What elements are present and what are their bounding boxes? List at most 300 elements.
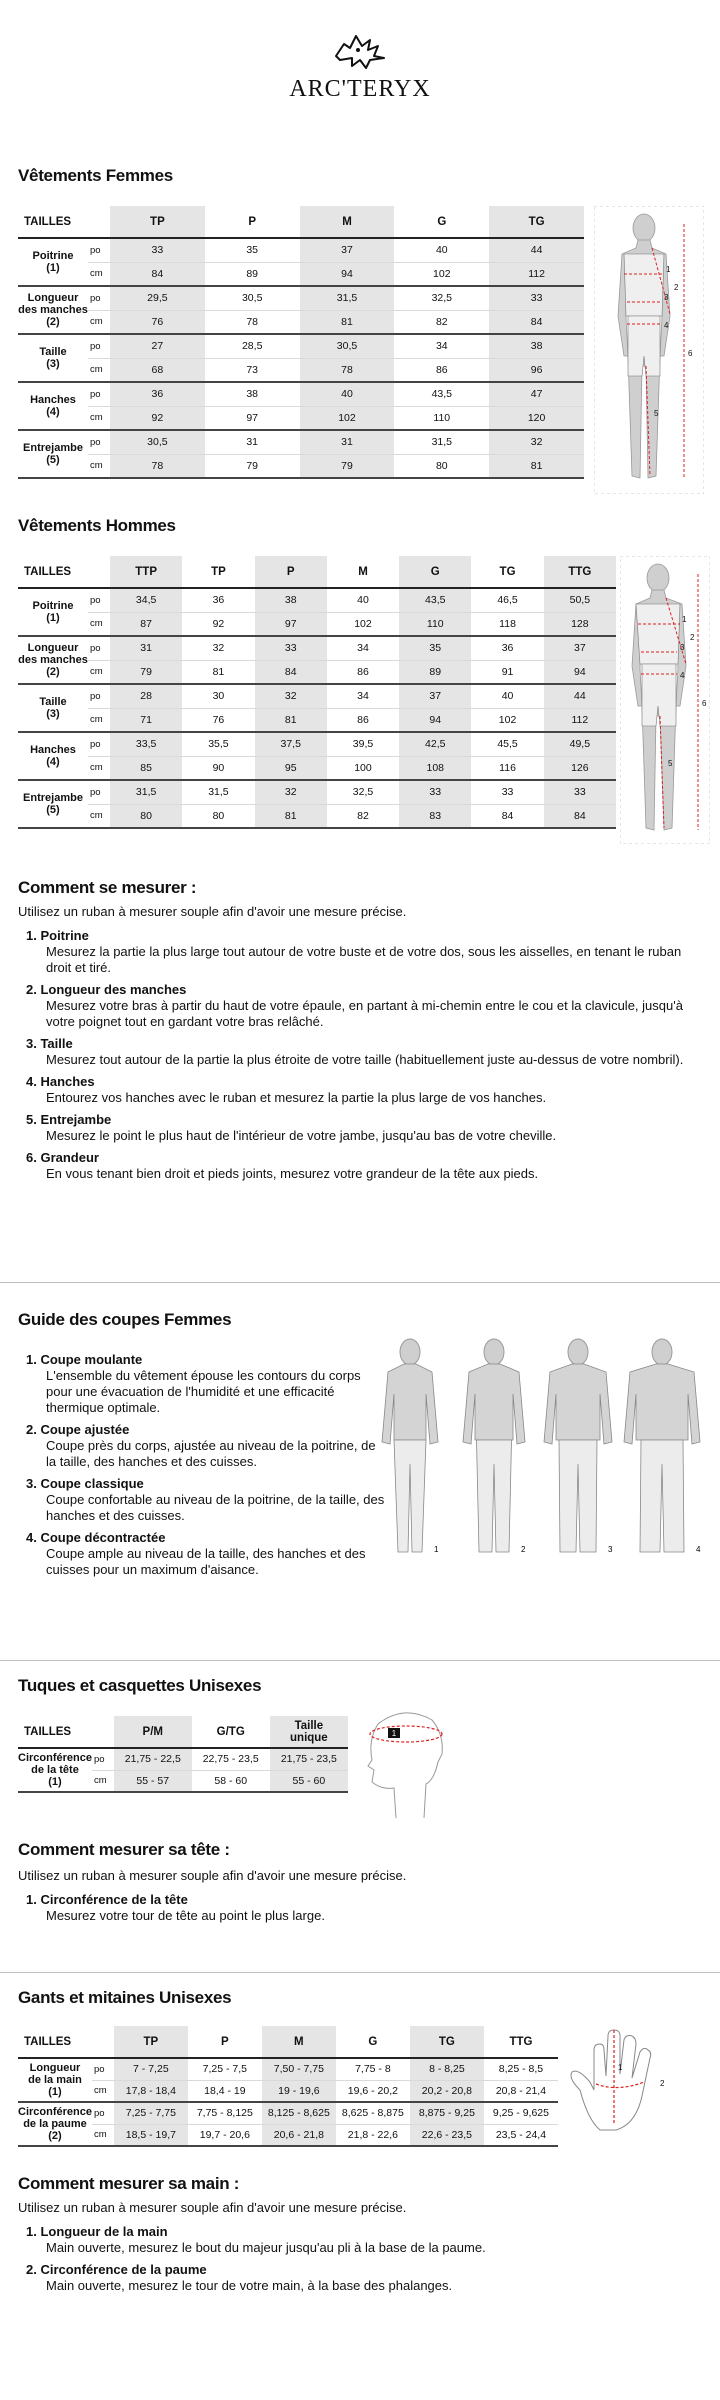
instruction-item [18, 1422, 388, 1470]
measurement-label: Circonférence de la paume (2) [18, 2102, 92, 2146]
size-value-cell: 37 [399, 684, 471, 708]
fit-figure-number: 1 [434, 1545, 439, 1554]
instruction-item-title: 2. Circonférence de la paume [26, 2262, 207, 2277]
instruction-item-title: 4. Coupe décontractée [26, 1530, 166, 1545]
instruction-item-title: 1. Poitrine [26, 928, 89, 943]
size-value-cell: 8,25 - 8,5 [484, 2058, 558, 2080]
table-row [18, 612, 616, 636]
measurement-label: Entrejambe (5) [18, 780, 88, 828]
unit-label: po [92, 2058, 114, 2080]
size-value-cell: 45,5 [471, 732, 543, 756]
size-value-cell: 80 [110, 804, 182, 828]
table-row [18, 358, 584, 382]
size-value-cell: 20,6 - 21,8 [262, 2124, 336, 2146]
size-value-cell: 38 [205, 382, 300, 406]
size-value-cell: 34 [327, 636, 399, 660]
hand-measure-instructions [18, 2200, 698, 2300]
instruction-item [18, 1892, 698, 1924]
size-value-cell: 19 - 19,6 [262, 2080, 336, 2102]
unit-label: cm [88, 406, 110, 430]
size-value-cell: 126 [544, 756, 616, 780]
measurement-label: Taille (3) [18, 334, 88, 382]
table-row [18, 1748, 348, 1770]
table-row [18, 334, 584, 358]
size-value-cell: 78 [110, 454, 205, 478]
size-value-cell: 7,25 - 7,75 [114, 2102, 188, 2124]
size-value-cell: 112 [544, 708, 616, 732]
size-value-cell: 92 [110, 406, 205, 430]
unit-label: po [88, 732, 110, 756]
unit-label: po [88, 382, 110, 406]
size-value-cell: 44 [489, 238, 584, 262]
unit-label: cm [88, 708, 110, 732]
size-value-cell: 86 [327, 660, 399, 684]
size-value-cell: 40 [327, 588, 399, 612]
instruction-item [18, 1112, 698, 1144]
diagram-number: 1 [391, 1729, 397, 1738]
size-value-cell: 30,5 [205, 286, 300, 310]
instruction-item-description: Coupe près du corps, ajustée au niveau de la poitrine, de la taille, des hanches et des cuisses. [46, 1438, 376, 1469]
size-column-header: G/TG [192, 1716, 270, 1748]
measurement-label: Longueur des manches (2) [18, 636, 88, 684]
measure-title: Comment se mesurer : [18, 878, 197, 897]
size-value-cell: 110 [399, 612, 471, 636]
size-value-cell: 102 [471, 708, 543, 732]
size-value-cell: 96 [489, 358, 584, 382]
size-value-cell: 33 [471, 780, 543, 804]
diagram-number: 5 [668, 759, 673, 768]
size-value-cell: 28,5 [205, 334, 300, 358]
size-column-header: TG [489, 206, 584, 238]
diagram-number: 5 [654, 409, 659, 418]
size-column-header: TP [182, 556, 254, 588]
diagram-number: 6 [702, 699, 707, 708]
size-value-cell: 94 [399, 708, 471, 732]
size-value-cell: 34,5 [110, 588, 182, 612]
table-row [18, 286, 584, 310]
size-value-cell: 30,5 [110, 430, 205, 454]
diagram-number: 6 [688, 349, 693, 358]
instruction-item [18, 2224, 698, 2256]
size-value-cell: 31 [300, 430, 395, 454]
size-column-header: TTG [484, 2026, 558, 2058]
size-value-cell: 76 [110, 310, 205, 334]
instruction-item-title: 1. Longueur de la main [26, 2224, 168, 2239]
unit-label: po [88, 684, 110, 708]
table-row [18, 732, 616, 756]
size-value-cell: 84 [489, 310, 584, 334]
instruction-item-title: 5. Entrejambe [26, 1112, 112, 1127]
table-row [18, 2124, 558, 2146]
size-value-cell: 94 [300, 262, 395, 286]
size-value-cell: 82 [394, 310, 489, 334]
size-value-cell: 37 [544, 636, 616, 660]
head-diagram [348, 1700, 458, 1824]
size-value-cell: 85 [110, 756, 182, 780]
size-value-cell: 86 [394, 358, 489, 382]
size-value-cell: 84 [544, 804, 616, 828]
size-column-header: TTG [544, 556, 616, 588]
size-value-cell: 34 [394, 334, 489, 358]
instruction-item-description: L'ensemble du vêtement épouse les contours du corps pour une évacuation de l'humidité et une efficacité thermique optimale. [46, 1368, 361, 1415]
size-value-cell: 92 [182, 612, 254, 636]
size-value-cell: 8,625 - 8,875 [336, 2102, 410, 2124]
size-value-cell: 32 [182, 636, 254, 660]
size-value-cell: 80 [182, 804, 254, 828]
size-column-header: M [262, 2026, 336, 2058]
unit-label: cm [88, 310, 110, 334]
unit-label: cm [88, 612, 110, 636]
size-value-cell: 55 - 57 [114, 1770, 192, 1792]
instruction-item-description: Mesurez tout autour de la partie la plus étroite de votre taille (habituellement juste au-dessus de votre nombril). [46, 1052, 684, 1067]
men-size-table [18, 556, 616, 829]
size-value-cell: 33 [399, 780, 471, 804]
men-section-title: Vêtements Hommes [18, 516, 176, 535]
size-column-header: TP [110, 206, 205, 238]
size-value-cell: 22,75 - 23,5 [192, 1748, 270, 1770]
fit-figure [544, 1339, 613, 1554]
unit-label: po [88, 334, 110, 358]
size-header-label: TAILLES [18, 1716, 114, 1748]
size-value-cell: 17,8 - 18,4 [114, 2080, 188, 2102]
size-value-cell: 58 - 60 [192, 1770, 270, 1792]
unit-label: cm [88, 454, 110, 478]
size-header-label: TAILLES [18, 206, 110, 238]
size-value-cell: 118 [471, 612, 543, 636]
diagram-number: 3 [680, 643, 685, 652]
table-row [18, 2058, 558, 2080]
size-value-cell: 32,5 [394, 286, 489, 310]
unit-label: po [88, 286, 110, 310]
head-measure-title: Comment mesurer sa tête : [18, 1840, 230, 1859]
size-value-cell: 33 [110, 238, 205, 262]
size-value-cell: 128 [544, 612, 616, 636]
size-value-cell: 7,75 - 8 [336, 2058, 410, 2080]
measurement-label: Poitrine (1) [18, 238, 88, 286]
size-value-cell: 36 [471, 636, 543, 660]
instruction-intro: Utilisez un ruban à mesurer souple afin d'avoir une mesure précise. [18, 2200, 407, 2215]
size-value-cell: 81 [300, 310, 395, 334]
unit-label: po [88, 780, 110, 804]
unit-label: po [88, 430, 110, 454]
unit-label: cm [88, 660, 110, 684]
size-value-cell: 81 [489, 454, 584, 478]
size-value-cell: 102 [300, 406, 395, 430]
hand-measure-title: Comment mesurer sa main : [18, 2174, 240, 2193]
size-value-cell: 102 [394, 262, 489, 286]
unit-label: cm [92, 1770, 114, 1792]
instruction-item-title: 3. Taille [26, 1036, 73, 1051]
size-value-cell: 43,5 [399, 588, 471, 612]
table-row [18, 804, 616, 828]
size-value-cell: 97 [255, 612, 327, 636]
unit-label: cm [92, 2124, 114, 2146]
instruction-intro: Utilisez un ruban à mesurer souple afin d'avoir une mesure précise. [18, 1868, 407, 1883]
diagram-number: 4 [664, 321, 669, 330]
size-value-cell: 50,5 [544, 588, 616, 612]
unit-label: cm [88, 756, 110, 780]
instruction-intro: Utilisez un ruban à mesurer souple afin d'avoir une mesure précise. [18, 904, 407, 919]
section-divider [0, 1660, 720, 1661]
size-value-cell: 8 - 8,25 [410, 2058, 484, 2080]
size-column-header: M [300, 206, 395, 238]
size-column-header: TG [410, 2026, 484, 2058]
size-value-cell: 68 [110, 358, 205, 382]
size-value-cell: 40 [394, 238, 489, 262]
size-value-cell: 21,75 - 22,5 [114, 1748, 192, 1770]
fit-figure [624, 1339, 701, 1554]
size-column-header: M [327, 556, 399, 588]
hats-title: Tuques et casquettes Unisexes [18, 1676, 262, 1695]
head-measure-instructions [18, 1868, 698, 1930]
size-value-cell: 28 [110, 684, 182, 708]
table-row [18, 238, 584, 262]
gloves-title: Gants et mitaines Unisexes [18, 1988, 232, 2007]
size-value-cell: 37 [300, 238, 395, 262]
size-value-cell: 18,4 - 19 [188, 2080, 262, 2102]
size-value-cell: 47 [489, 382, 584, 406]
unit-label: po [92, 1748, 114, 1770]
instruction-item-description: Coupe confortable au niveau de la poitrine, de la taille, des hanches et des cuisses. [46, 1492, 385, 1523]
table-row [18, 2080, 558, 2102]
fit-figure [382, 1339, 439, 1554]
diagram-number: 1 [666, 265, 671, 274]
size-value-cell: 21,8 - 22,6 [336, 2124, 410, 2146]
women-body-diagram [594, 206, 704, 494]
archaeopteryx-icon [330, 30, 390, 72]
size-value-cell: 19,6 - 20,2 [336, 2080, 410, 2102]
size-value-cell: 100 [327, 756, 399, 780]
size-value-cell: 79 [205, 454, 300, 478]
table-row [18, 262, 584, 286]
size-value-cell: 86 [327, 708, 399, 732]
size-value-cell: 22,6 - 23,5 [410, 2124, 484, 2146]
size-value-cell: 7 - 7,25 [114, 2058, 188, 2080]
unit-label: po [88, 636, 110, 660]
size-value-cell: 35,5 [182, 732, 254, 756]
size-value-cell: 84 [471, 804, 543, 828]
size-value-cell: 79 [300, 454, 395, 478]
size-value-cell: 8,125 - 8,625 [262, 2102, 336, 2124]
unit-label: cm [88, 262, 110, 286]
size-value-cell: 31,5 [182, 780, 254, 804]
diagram-number: 1 [682, 615, 687, 624]
size-value-cell: 19,7 - 20,6 [188, 2124, 262, 2146]
instruction-item-title: 6. Grandeur [26, 1150, 99, 1165]
size-value-cell: 29,5 [110, 286, 205, 310]
unit-label: po [88, 588, 110, 612]
table-row [18, 588, 616, 612]
diagram-number: 4 [680, 671, 685, 680]
size-value-cell: 94 [544, 660, 616, 684]
size-value-cell: 84 [255, 660, 327, 684]
size-column-header: P/M [114, 1716, 192, 1748]
table-row [18, 382, 584, 406]
size-value-cell: 33,5 [110, 732, 182, 756]
instruction-item-description: Main ouverte, mesurez le bout du majeur jusqu'au pli à la base de la paume. [46, 2240, 486, 2255]
unit-label: po [88, 238, 110, 262]
size-value-cell: 89 [205, 262, 300, 286]
size-value-cell: 31 [205, 430, 300, 454]
size-value-cell: 7,75 - 8,125 [188, 2102, 262, 2124]
size-value-cell: 31,5 [110, 780, 182, 804]
size-column-header: P [205, 206, 300, 238]
size-value-cell: 27 [110, 334, 205, 358]
table-row [18, 636, 616, 660]
size-value-cell: 8,875 - 9,25 [410, 2102, 484, 2124]
size-value-cell: 32 [489, 430, 584, 454]
size-value-cell: 78 [205, 310, 300, 334]
fit-figures-diagram [372, 1334, 708, 1560]
size-column-header: TTP [110, 556, 182, 588]
instruction-item-description: Mesurez le point le plus haut de l'intérieur de votre jambe, jusqu'au bas de votre cheville. [46, 1128, 557, 1143]
table-row [18, 684, 616, 708]
unit-label: cm [88, 804, 110, 828]
size-value-cell: 36 [182, 588, 254, 612]
table-row [18, 454, 584, 478]
instruction-item-description: Mesurez la partie la plus large tout autour de votre buste et de votre dos, sous les aisselles, en tenant le ruban droit et tiré. [46, 944, 682, 975]
size-value-cell: 80 [394, 454, 489, 478]
section-divider [0, 1972, 720, 1973]
size-value-cell: 91 [471, 660, 543, 684]
measure-instructions [18, 904, 698, 1188]
hats-size-table [18, 1716, 348, 1793]
size-value-cell: 81 [182, 660, 254, 684]
size-value-cell: 31 [110, 636, 182, 660]
size-value-cell: 31,5 [300, 286, 395, 310]
size-value-cell: 34 [327, 684, 399, 708]
size-value-cell: 39,5 [327, 732, 399, 756]
size-value-cell: 90 [182, 756, 254, 780]
table-row [18, 660, 616, 684]
size-value-cell: 33 [489, 286, 584, 310]
instruction-item-description: Main ouverte, mesurez le tour de votre main, à la base des phalanges. [46, 2278, 453, 2293]
size-value-cell: 120 [489, 406, 584, 430]
instruction-item-title: 2. Coupe ajustée [26, 1422, 130, 1437]
instruction-item [18, 1352, 388, 1416]
table-row [18, 708, 616, 732]
size-value-cell: 43,5 [394, 382, 489, 406]
instruction-item [18, 1074, 698, 1106]
size-column-header: G [336, 2026, 410, 2058]
size-value-cell: 112 [489, 262, 584, 286]
fit-figure-number: 3 [608, 1545, 613, 1554]
section-divider [0, 1282, 720, 1283]
size-value-cell: 40 [471, 684, 543, 708]
size-column-header: Taille unique [270, 1716, 348, 1748]
instruction-item-title: 2. Longueur des manches [26, 982, 187, 997]
measurement-label: Hanches (4) [18, 382, 88, 430]
gloves-size-table [18, 2026, 558, 2147]
size-value-cell: 40 [300, 382, 395, 406]
size-value-cell: 30,5 [300, 334, 395, 358]
size-value-cell: 78 [300, 358, 395, 382]
size-value-cell: 76 [182, 708, 254, 732]
size-value-cell: 83 [399, 804, 471, 828]
fits-title: Guide des coupes Femmes [18, 1310, 232, 1329]
size-value-cell: 110 [394, 406, 489, 430]
size-value-cell: 32,5 [327, 780, 399, 804]
women-section-title: Vêtements Femmes [18, 166, 173, 185]
unit-label: po [92, 2102, 114, 2124]
size-value-cell: 7,25 - 7,5 [188, 2058, 262, 2080]
size-value-cell: 20,2 - 20,8 [410, 2080, 484, 2102]
size-value-cell: 82 [327, 804, 399, 828]
size-column-header: G [394, 206, 489, 238]
fit-descriptions [18, 1352, 388, 1584]
instruction-item-description: En vous tenant bien droit et pieds joints, mesurez votre grandeur de la tête aux pieds. [46, 1166, 539, 1181]
size-value-cell: 18,5 - 19,7 [114, 2124, 188, 2146]
instruction-item-title: 4. Hanches [26, 1074, 95, 1089]
size-column-header: P [255, 556, 327, 588]
size-value-cell: 32 [255, 684, 327, 708]
table-row [18, 310, 584, 334]
table-row [18, 2102, 558, 2124]
size-value-cell: 33 [255, 636, 327, 660]
brand-wordmark: ARC'TERYX [289, 76, 431, 102]
women-size-table [18, 206, 584, 479]
size-value-cell: 42,5 [399, 732, 471, 756]
size-value-cell: 81 [255, 708, 327, 732]
size-value-cell: 46,5 [471, 588, 543, 612]
size-value-cell: 87 [110, 612, 182, 636]
instruction-item-title: 1. Circonférence de la tête [26, 1892, 188, 1907]
instruction-item [18, 982, 698, 1030]
diagram-number: 2 [660, 2079, 665, 2088]
size-value-cell: 30 [182, 684, 254, 708]
fit-figure-number: 2 [521, 1545, 526, 1554]
size-value-cell: 20,8 - 21,4 [484, 2080, 558, 2102]
instruction-item [18, 1530, 388, 1578]
size-column-header: G [399, 556, 471, 588]
diagram-number: 2 [690, 633, 695, 642]
size-value-cell: 31,5 [394, 430, 489, 454]
instruction-item [18, 928, 698, 976]
size-value-cell: 36 [110, 382, 205, 406]
size-value-cell: 89 [399, 660, 471, 684]
size-value-cell: 21,75 - 23,5 [270, 1748, 348, 1770]
size-value-cell: 108 [399, 756, 471, 780]
size-value-cell: 38 [255, 588, 327, 612]
size-value-cell: 73 [205, 358, 300, 382]
size-value-cell: 102 [327, 612, 399, 636]
diagram-number: 1 [618, 2063, 623, 2072]
instruction-item [18, 1036, 698, 1068]
measurement-label: Entrejambe (5) [18, 430, 88, 478]
diagram-number: 2 [674, 283, 679, 292]
measurement-label: Longueur de la main (1) [18, 2058, 92, 2102]
size-value-cell: 49,5 [544, 732, 616, 756]
size-value-cell: 71 [110, 708, 182, 732]
table-row [18, 406, 584, 430]
size-value-cell: 95 [255, 756, 327, 780]
size-value-cell: 38 [489, 334, 584, 358]
instruction-item-description: Mesurez votre tour de tête au point le plus large. [46, 1908, 325, 1923]
size-value-cell: 7,50 - 7,75 [262, 2058, 336, 2080]
size-value-cell: 84 [110, 262, 205, 286]
table-row [18, 756, 616, 780]
brand-logo [0, 30, 720, 103]
size-value-cell: 23,5 - 24,4 [484, 2124, 558, 2146]
fit-figure-number: 4 [696, 1545, 701, 1554]
unit-label: cm [88, 358, 110, 382]
size-value-cell: 35 [399, 636, 471, 660]
size-value-cell: 32 [255, 780, 327, 804]
size-value-cell: 55 - 60 [270, 1770, 348, 1792]
instruction-item-title: 1. Coupe moulante [26, 1352, 143, 1367]
measurement-label: Poitrine (1) [18, 588, 88, 636]
hand-diagram [560, 2020, 700, 2150]
